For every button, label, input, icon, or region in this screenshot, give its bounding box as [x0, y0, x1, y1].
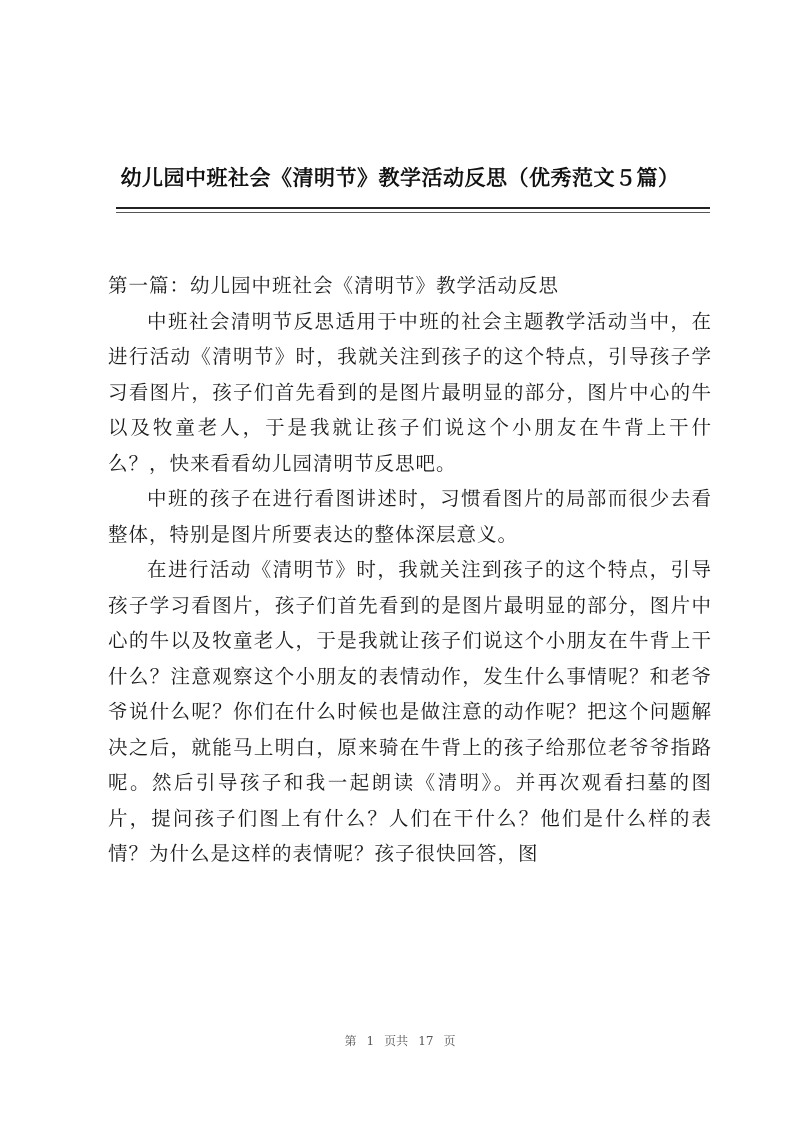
- title-underline-thin: [116, 212, 710, 213]
- paragraph-3: 在进行活动《清明节》时，我就关注到孩子的这个特点，引导孩子学习看图片，孩子们首先看到的是图片最明显的部分，图片中心的牛以及牧童老人，于是我就让孩子们说这个小朋友在牛背上干什么？注意观察这个小朋友的表情动作，发生什么事情呢？和老爷爷说什么呢？你们在什么时候也是做注意的动作呢？把这个问题解决之后，就能马上明白，原来骑在牛背上的孩子给那位老爷爷指路呢。然后引导孩子和我一起朗读《清明》。并再次观看扫墓的图片，提问孩子们图上有什么？人们在干什么？他们是什么样的表情？为什么是这样的表情呢？孩子很快回答，图: [108, 558, 712, 865]
- footer-current-page: 1: [366, 1034, 375, 1048]
- page-footer: [0, 1032, 800, 1049]
- footer-suffix: 页: [443, 1034, 456, 1048]
- paragraph-1: 中班社会清明节反思适用于中班的社会主题教学活动当中，在进行活动《清明节》时，我就关注到孩子的这个特点，引导孩子学习看图片，孩子们首先看到的是图片最明显的部分，图片中心的牛以及牧童老人，于是我就让孩子们说这个小朋友在牛背上干什么？，快来看看幼儿园清明节反思吧。: [108, 309, 712, 475]
- document-title: 幼儿园中班社会《清明节》教学活动反思（优秀范文５篇）: [120, 166, 680, 190]
- section-heading: 第一篇：幼儿园中班社会《清明节》教学活动反思: [108, 274, 560, 297]
- paragraph-2: 中班的孩子在进行看图讲述时，习惯看图片的局部而很少去看整体，特别是图片所要表达的整体深层意义。: [108, 487, 712, 546]
- document-body: [108, 268, 712, 872]
- footer-mid: 页共: [384, 1034, 409, 1048]
- title-underline-thick: [116, 207, 710, 209]
- footer-prefix: 第: [344, 1034, 357, 1048]
- footer-total-pages: 17: [418, 1034, 434, 1048]
